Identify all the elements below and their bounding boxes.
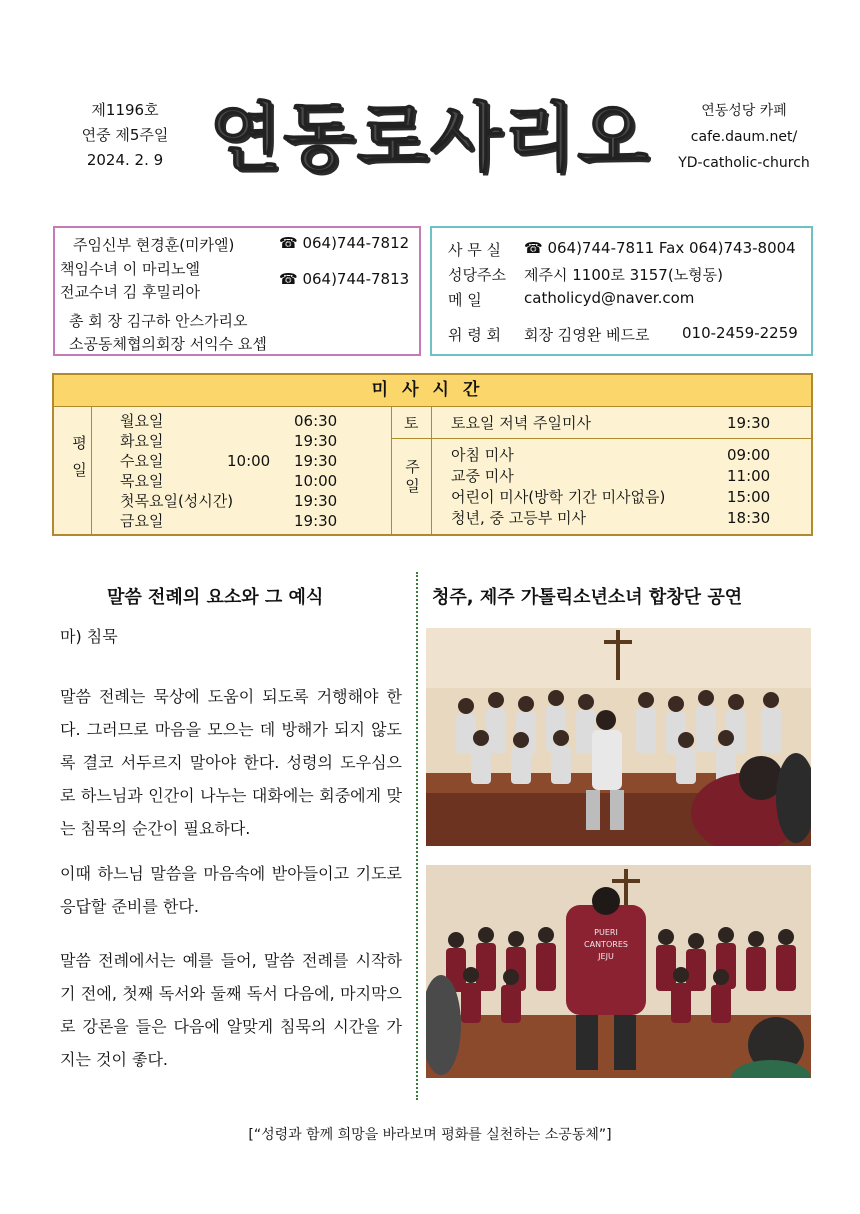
cafe-info bbox=[664, 98, 824, 176]
mass-times-table bbox=[52, 373, 813, 536]
issue-number: 제1196호 bbox=[91, 101, 159, 119]
sunday-label-text: 주일 bbox=[403, 459, 421, 497]
address-label: 성당주소 bbox=[448, 266, 506, 284]
sunday-label bbox=[402, 459, 423, 497]
weekday-mass-time: 10:00 bbox=[294, 472, 338, 490]
office-label: 사 무 실 bbox=[448, 241, 502, 259]
cafe-url-line2: YD-catholic-church bbox=[678, 155, 810, 171]
weekday-mass-time: 19:30 bbox=[294, 432, 338, 450]
saturday-mass-time: 19:30 bbox=[727, 414, 771, 432]
weekday-mass-day: 금요일 bbox=[120, 512, 164, 530]
weekday-mass-day: 목요일 bbox=[120, 472, 164, 490]
saturday-mass-name: 토요일 저녁 주일미사 bbox=[451, 414, 591, 432]
sunday-mass-name: 어린이 미사(방학 기간 미사없음) bbox=[451, 488, 666, 506]
sunday-mass-time: 11:00 bbox=[727, 467, 771, 485]
choir-photo-2 bbox=[426, 865, 811, 1078]
hoodie-text-3: JEJU bbox=[598, 952, 614, 961]
issue-info bbox=[60, 98, 190, 173]
church-address: 제주시 1100로 3157(노형동) bbox=[524, 266, 724, 284]
weekday-mass-time: 19:30 bbox=[294, 452, 338, 470]
legion-phone: 010-2459-2259 bbox=[682, 324, 798, 342]
article-para-2: 이때 하느님 말씀을 마음속에 받아들이고 기도로 응답할 준비를 한다. bbox=[60, 864, 402, 916]
community-president: 소공동체협의회장 서익수 요셉 bbox=[69, 335, 267, 353]
footer-motto: [“성령과 함께 희망을 바라보며 평화를 실천하는 소공동체”] bbox=[248, 1127, 612, 1143]
liturgical-season: 연중 제5주일 bbox=[81, 126, 169, 144]
sunday-mass-name: 아침 미사 bbox=[451, 446, 514, 464]
left-article-title: 말씀 전례의 요소와 그 예식 bbox=[107, 587, 324, 608]
weekday-mass-day: 수요일 bbox=[120, 452, 164, 470]
sister-in-charge: 책임수녀 이 마리노엘 bbox=[60, 260, 200, 278]
weekday-label-text: 평일 bbox=[70, 435, 88, 489]
weekday-mass-day: 첫목요일(성시간) bbox=[120, 492, 234, 510]
cafe-label: 연동성당 카페 bbox=[701, 103, 787, 119]
weekday-mass-day: 월요일 bbox=[120, 412, 164, 430]
sunday-mass-time: 09:00 bbox=[727, 446, 771, 464]
newsletter-title: 연동로사리오 bbox=[209, 95, 651, 181]
hoodie-text-2: CANTORES bbox=[584, 940, 628, 949]
mission-sister: 전교수녀 김 후밀리아 bbox=[60, 283, 200, 301]
pastor-phone: ☎ 064)744-7812 bbox=[279, 234, 410, 252]
left-article-subtitle: 마) 침묵 bbox=[60, 627, 118, 646]
weekday-mass-extra-time: 10:00 bbox=[227, 452, 271, 470]
pastor: 주임신부 현경훈(미카엘) bbox=[73, 236, 235, 254]
right-article-title: 청주, 제주 가톨릭소년소녀 합창단 공연 bbox=[432, 587, 743, 608]
sunday-mass-name: 청년, 중 고등부 미사 bbox=[451, 509, 586, 527]
sunday-mass-time: 18:30 bbox=[727, 509, 771, 527]
issue-date: 2024. 2. 9 bbox=[86, 151, 164, 169]
weekday-label bbox=[62, 435, 88, 489]
mass-times-heading: 미사시간 bbox=[54, 375, 811, 407]
council-president: 총 회 장 김구하 안스가리오 bbox=[69, 312, 248, 330]
weekday-mass-time: 06:30 bbox=[294, 412, 338, 430]
column-divider bbox=[416, 572, 418, 1100]
cafe-url-line1: cafe.daum.net/ bbox=[690, 129, 798, 145]
office-box bbox=[430, 226, 813, 356]
legion-head: 회장 김영완 베드로 bbox=[524, 326, 650, 344]
sunday-mass-name: 교중 미사 bbox=[451, 467, 514, 485]
email-label: 메 일 bbox=[448, 291, 482, 309]
weekday-mass-day: 화요일 bbox=[120, 432, 164, 450]
choir-photo-1 bbox=[426, 628, 811, 846]
staff-box bbox=[53, 226, 421, 356]
saturday-label: 토 bbox=[404, 414, 419, 432]
weekday-mass-time: 19:30 bbox=[294, 512, 338, 530]
article-para-1: 말씀 전례는 묵상에 도움이 되도록 거행해야 한다. 그러므로 마음을 모으는 데 방해가 되지 않도록 결코 서두르지 말아야 한다. 성령의 도우심으로 하느님과 인간이 나누는 대화에는 회중에게 맞는 침묵의 순간이 필요하다. bbox=[60, 687, 402, 838]
sunday-mass-time: 15:00 bbox=[727, 488, 771, 506]
email-address[interactable]: catholicyd@naver.com bbox=[524, 289, 695, 307]
office-phone: ☎ 064)744-7811 Fax 064)743-8004 bbox=[524, 239, 796, 257]
article-para-3: 말씀 전례에서는 예를 들어, 말씀 전례를 시작하기 전에, 첫째 독서와 둘째 독서 다음에, 마지막으로 강론을 들은 다음에 알맞게 침묵의 시간을 가지는 것이 좋다. bbox=[60, 951, 402, 1069]
sister-phone: ☎ 064)744-7813 bbox=[279, 270, 410, 288]
weekday-mass-time: 19:30 bbox=[294, 492, 338, 510]
legion-label: 위 령 회 bbox=[448, 326, 502, 344]
hoodie-text-1: PUERI bbox=[594, 928, 618, 937]
